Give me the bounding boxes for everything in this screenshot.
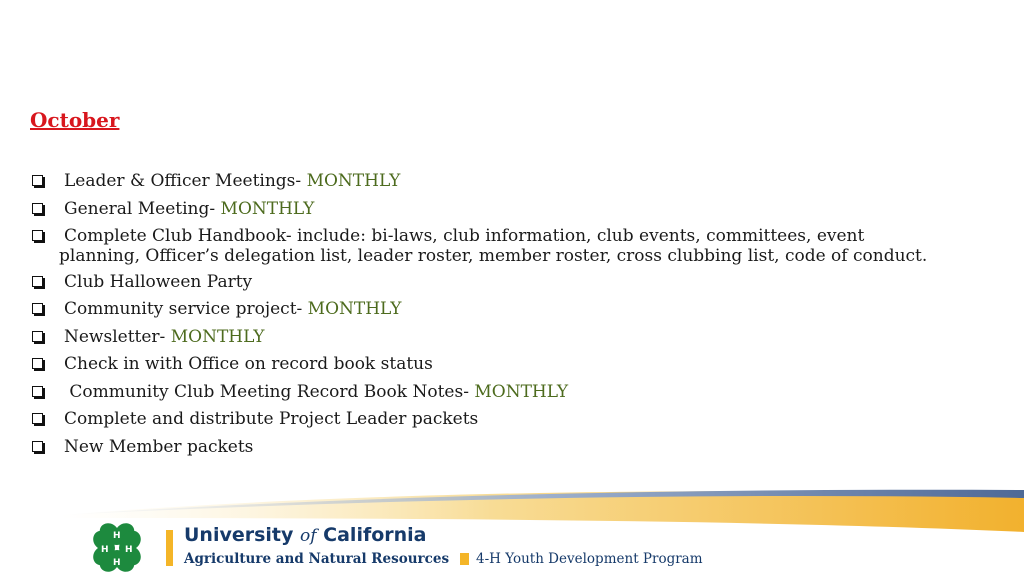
checkbox-icon: [32, 358, 43, 369]
checkbox-icon: [32, 441, 43, 452]
item-text: Complete and distribute Project Leader packets: [64, 409, 479, 429]
frequency-label: MONTHLY: [170, 326, 265, 347]
checklist-item: [30, 296, 990, 324]
checkbox-icon: [32, 175, 43, 186]
checklist-item: [30, 168, 990, 196]
svg-text:H: H: [113, 531, 121, 541]
item-text: Club Halloween Party: [64, 271, 253, 292]
frequency-label: MONTHLY: [306, 171, 401, 191]
checklist-item: [30, 223, 990, 269]
checklist-item: [30, 351, 990, 379]
checklist-item: [30, 269, 990, 297]
item-text: Leader & Officer Meetings-: [64, 171, 307, 191]
checkbox-icon: [32, 276, 43, 287]
frequency-label: MONTHLY: [307, 299, 402, 319]
item-text-continuation: planning, Officer’s delegation list, leader roster, member roster, cross clubbing list, code of conduct.: [59, 245, 928, 266]
month-heading: October: [30, 108, 120, 132]
frequency-label: MONTHLY: [474, 381, 569, 402]
svg-text:H: H: [101, 545, 109, 555]
item-text: Complete Club Handbook- include: bi-laws, club information, club events, committees, event: [64, 226, 865, 246]
item-text: Community service project-: [64, 299, 308, 319]
division-name: Agriculture and Natural Resources: [184, 551, 450, 567]
item-text: Check in with Office on record book status: [64, 354, 433, 374]
checkbox-icon: [32, 386, 43, 397]
item-text: Community Club Meeting Record Book Notes-: [64, 381, 475, 402]
checkbox-icon: [32, 331, 43, 342]
checkbox-icon: [32, 413, 43, 424]
svg-text:H: H: [125, 545, 133, 555]
checklist-item: [30, 196, 990, 224]
checklist-item: [30, 434, 990, 462]
4-h-clover-logo-icon: [86, 522, 148, 574]
brand-accent-bar: [166, 530, 173, 566]
footer-swoosh-graphic: [0, 478, 1024, 538]
task-checklist: [30, 168, 990, 461]
program-name: 4-H Youth Development Program: [476, 551, 703, 567]
checklist-item: [30, 379, 990, 407]
item-text: New Member packets: [64, 436, 254, 457]
item-text: General Meeting-: [64, 198, 221, 219]
checklist-item: [30, 324, 990, 352]
checkbox-icon: [32, 303, 43, 314]
checkbox-icon: [32, 203, 43, 214]
university-name: University of California: [184, 524, 427, 546]
program-accent-square: [460, 553, 469, 565]
item-text: Newsletter-: [64, 326, 171, 347]
frequency-label: MONTHLY: [220, 198, 315, 219]
checklist-item: [30, 406, 990, 434]
checkbox-icon: [32, 230, 43, 241]
svg-text:H: H: [113, 558, 121, 568]
